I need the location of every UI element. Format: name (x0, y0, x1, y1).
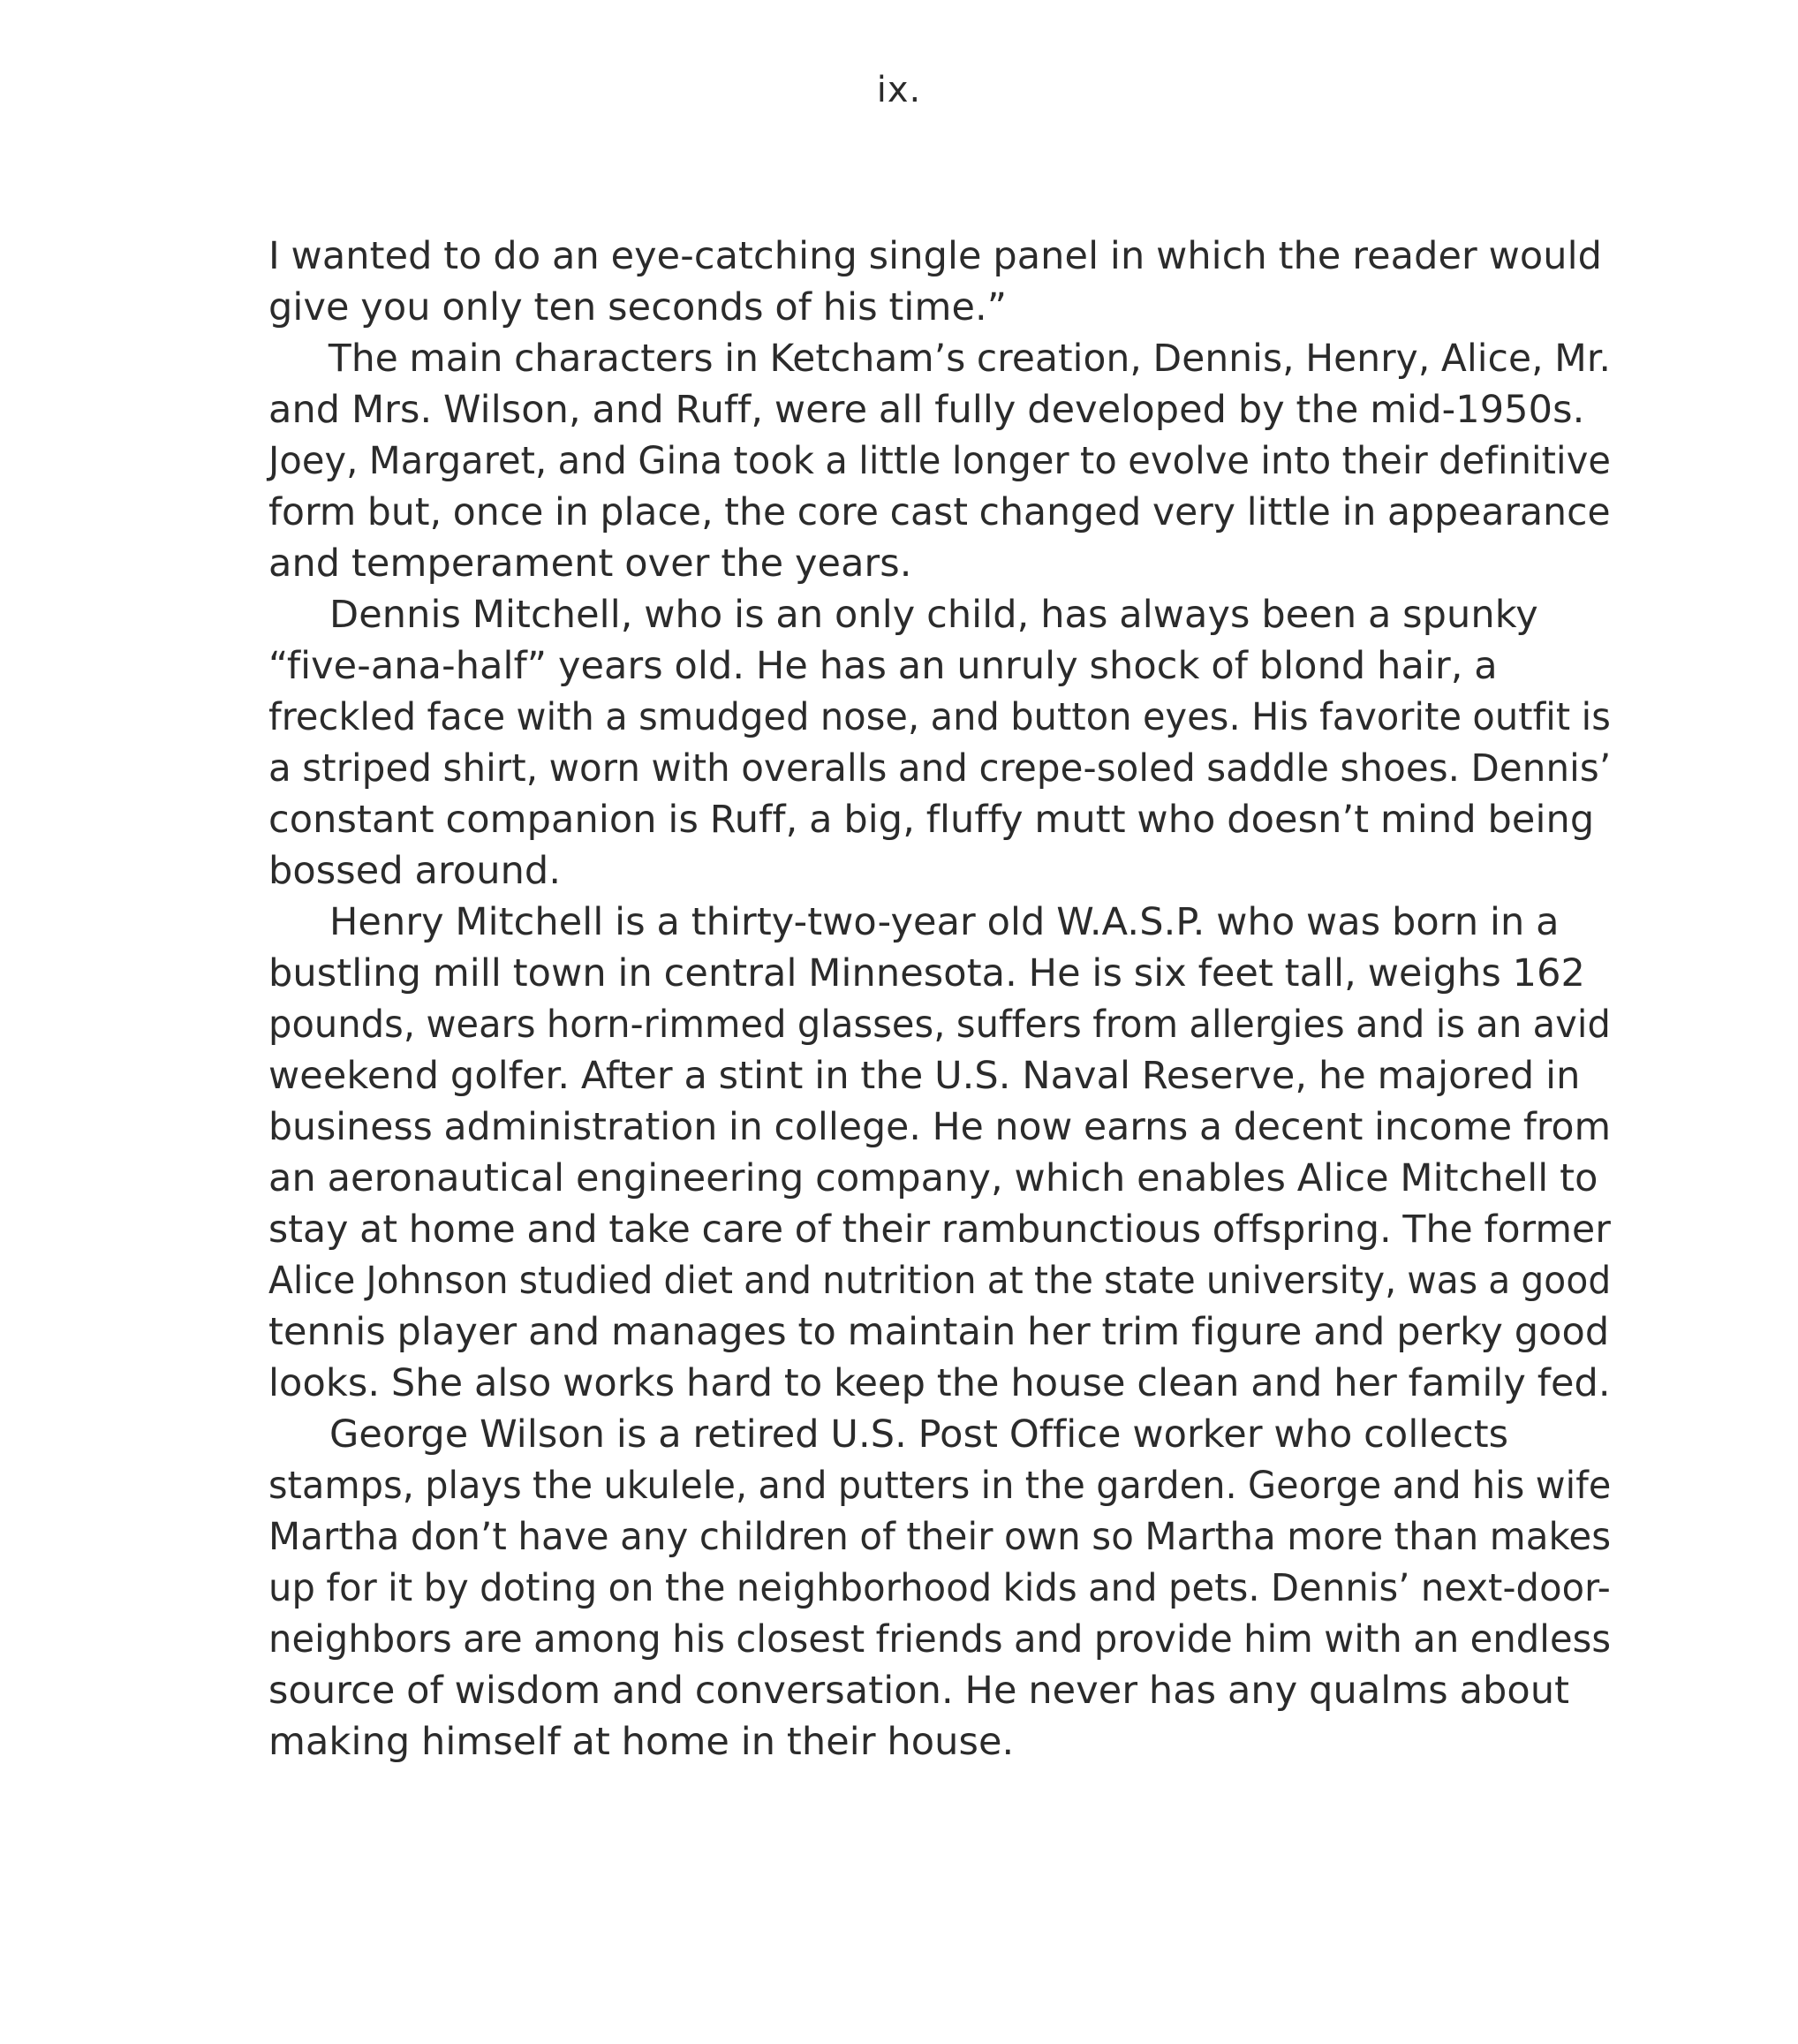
paragraph-4 (268, 897, 1611, 1409)
text-line: pounds, wears horn-rimmed glasses, suffers from allergies and is an avid (268, 1003, 1611, 1047)
book-text-body (268, 231, 1611, 1768)
text-line: neighbors are among his closest friends and provide him with an endless (268, 1617, 1612, 1662)
text-line: up for it by doting on the neighborhood kids and pets. Dennis’ next-door- (268, 1566, 1611, 1610)
text-line: making himself at home in their house. (268, 1720, 1015, 1764)
text-line: and Mrs. Wilson, and Ruff, were all fully developed by the mid-1950s. (268, 388, 1585, 432)
text-line: and temperament over the years. (268, 541, 912, 586)
text-line: freckled face with a smudged nose, and button eyes. His favorite outfit is (268, 695, 1611, 739)
text-line: stamps, plays the ukulele, and putters in the garden. George and his wife (268, 1464, 1612, 1508)
paragraph-5 (268, 1409, 1611, 1768)
text-line: I wanted to do an eye-catching single panel in which the reader would (268, 234, 1603, 278)
text-line: bossed around. (268, 849, 562, 893)
text-line: form but, once in place, the core cast changed very little in appearance (268, 490, 1611, 534)
text-line: Dennis Mitchell, who is an only child, has always been a spunky (329, 593, 1538, 637)
text-line: source of wisdom and conversation. He never has any qualms about (268, 1669, 1570, 1713)
paragraph-3 (268, 589, 1611, 897)
text-line: business administration in college. He now earns a decent income from (268, 1105, 1612, 1149)
text-line: Joey, Margaret, and Gina took a little longer to evolve into their definitive (268, 439, 1612, 483)
text-line: an aeronautical engineering company, which enables Alice Mitchell to (268, 1156, 1598, 1200)
text-line: stay at home and take care of their rambunctious offspring. The former (268, 1207, 1611, 1252)
text-line: “five-ana-half” years old. He has an unruly shock of blond hair, a (268, 644, 1498, 688)
paragraph-2 (268, 333, 1611, 589)
paragraph-1 (268, 231, 1611, 333)
text-line: weekend golfer. After a stint in the U.S. Naval Reserve, he majored in (268, 1054, 1581, 1098)
text-line: Alice Johnson studied diet and nutrition at the state university, was a good (268, 1259, 1612, 1303)
text-line: The main characters in Ketcham’s creation, Dennis, Henry, Alice, Mr. (328, 337, 1612, 381)
text-line: George Wilson is a retired U.S. Post Office worker who collects (329, 1412, 1509, 1457)
text-line: Martha don’t have any children of their own so Martha more than makes (268, 1515, 1612, 1559)
text-line: give you only ten seconds of his time.” (268, 285, 1008, 329)
page-number: ix. (876, 70, 922, 110)
text-line: a striped shirt, worn with overalls and crepe-soled saddle shoes. Dennis’ (268, 746, 1612, 791)
text-line: bustling mill town in central Minnesota. He is six feet tall, weighs 162 (268, 951, 1585, 996)
text-line: Henry Mitchell is a thirty-two-year old W.A.S.P. who was born in a (329, 900, 1560, 944)
text-line: tennis player and manages to maintain her trim figure and perky good (268, 1310, 1610, 1354)
text-line: looks. She also works hard to keep the house clean and her family fed. (268, 1361, 1611, 1405)
text-line: constant companion is Ruff, a big, fluffy mutt who doesn’t mind being (268, 798, 1595, 842)
